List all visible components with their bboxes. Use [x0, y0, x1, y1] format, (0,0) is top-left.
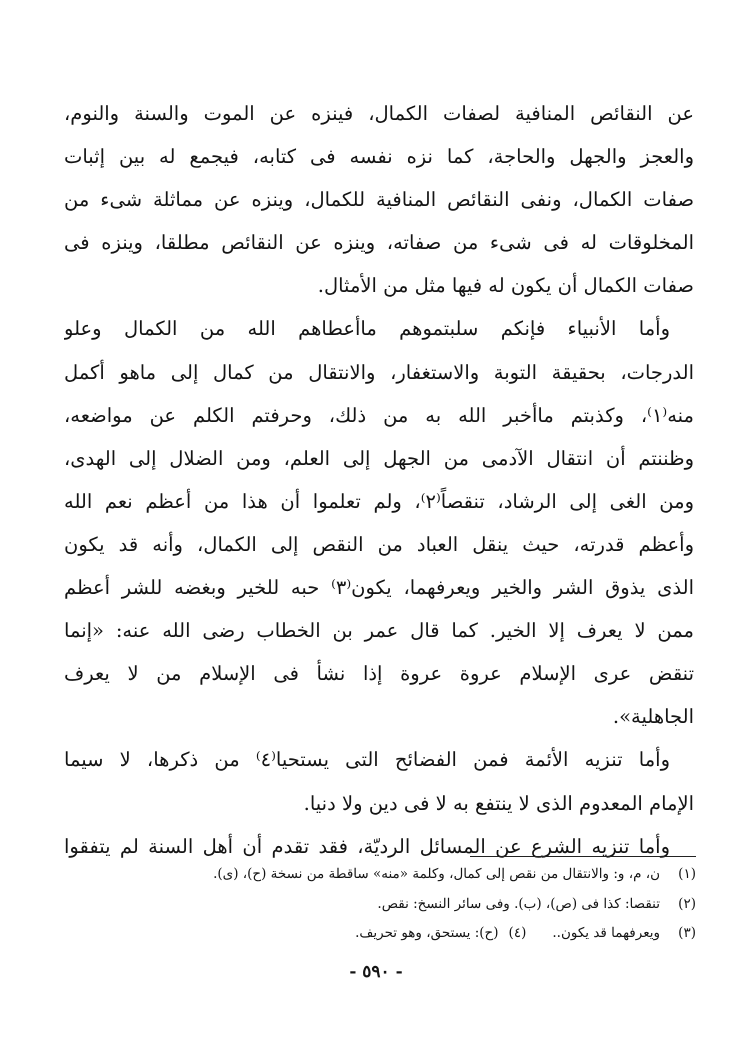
text-line: صفات الكمال أن يكون له فيها مثل من الأمثال. — [317, 274, 694, 298]
text-line: والعجز والجهل والحاجة، كما نزه نفسه فى كتابه، فيجمع له بين إثبات — [64, 145, 694, 169]
text-line: وأعظم قدرته، حيث ينقل العباد من النقص إلى الكمال، وأنه قد يكون — [64, 532, 694, 556]
text-line: وأما تنزيه الأئمة فمن الفضائح التى يستحيا⁽٤⁾ من ذكرها، لا سيما — [64, 748, 670, 772]
footnote-item — [110, 890, 696, 920]
footnote-item — [110, 860, 696, 890]
text-line: المخلوقات له فى شىء من صفاته، وينزه عن النقائص مطلقا، وينزه فى — [64, 231, 694, 255]
text-line: منه⁽١⁾، وكذبتم ماأخبر الله به من ذلك، وحرفتم الكلم عن مواضعه، — [64, 403, 694, 427]
footnote-text: (ح): يستحق، وهو تحريف. — [355, 925, 499, 941]
main-text — [64, 92, 694, 868]
footnote-text: ويعرفهما قد يكون.. — [552, 925, 660, 941]
text-line: وأما تنزيه الشرع عن المسائل الرديّة، فقد تقدم أن أهل السنة لم يتفقوا — [64, 834, 670, 858]
text-line: تنقض عرى الإسلام عروة عروة إذا نشأ فى الإسلام من لا يعرف — [64, 662, 694, 686]
footnote-number: (٣) — [678, 925, 696, 941]
text-line: الذى يذوق الشر والخير ويعرفهما، يكون⁽٣⁾ حبه للخير وبغضه للشر أعظم — [64, 576, 694, 600]
text-line: الدرجات، بحقيقة التوبة والاستغفار، والانتقال من كمال إلى ماهو أكمل — [64, 360, 694, 384]
text-line: الجاهلية». — [612, 705, 694, 729]
footnote-number: (١) — [678, 866, 696, 882]
text-line: ممن لا يعرف إلا الخير. كما قال عمر بن الخطاب رضى الله عنه: «إنما — [64, 619, 694, 643]
text-line: وأما الأنبياء فإنكم سلبتموهم ماأعطاهم الله من الكمال وعلو — [64, 317, 670, 341]
text-line: وظننتم أن انتقال الآدمى من الجهل إلى العلم، ومن الضلال إلى الهدى، — [64, 446, 694, 470]
footnote-text: ن، م، و: والانتقال من نقص إلى كمال، وكلمة «منه» ساقطة من نسخة (ح)، (ى). — [213, 866, 660, 882]
text-line: ومن الغى إلى الرشاد، تنقصاً⁽٢⁾، ولم تعلموا أن هذا من أعظم نعم الله — [64, 489, 694, 513]
footnote-item — [110, 919, 696, 949]
footnote-text: تنقصا: كذا فى (ص)، (ب). وفى سائر النسخ: نقص. — [377, 895, 660, 912]
footnotes — [110, 860, 696, 949]
text-line: عن النقائص المنافية لصفات الكمال، فينزه عن الموت والسنة والنوم، — [64, 102, 694, 125]
text-line: صفات الكمال، ونفى النقائص المنافية للكمال، وينزه عن مماثلة شىء من — [64, 188, 694, 212]
footnote-number: (٤) — [508, 925, 527, 941]
page-number: - ٥٩٠ - — [349, 962, 403, 982]
footnote-separator — [470, 856, 696, 857]
text-line: الإمام المعدوم الذى لا ينتفع به لا فى دين ولا دنيا. — [303, 791, 694, 815]
footnote-number: (٢) — [678, 895, 696, 912]
